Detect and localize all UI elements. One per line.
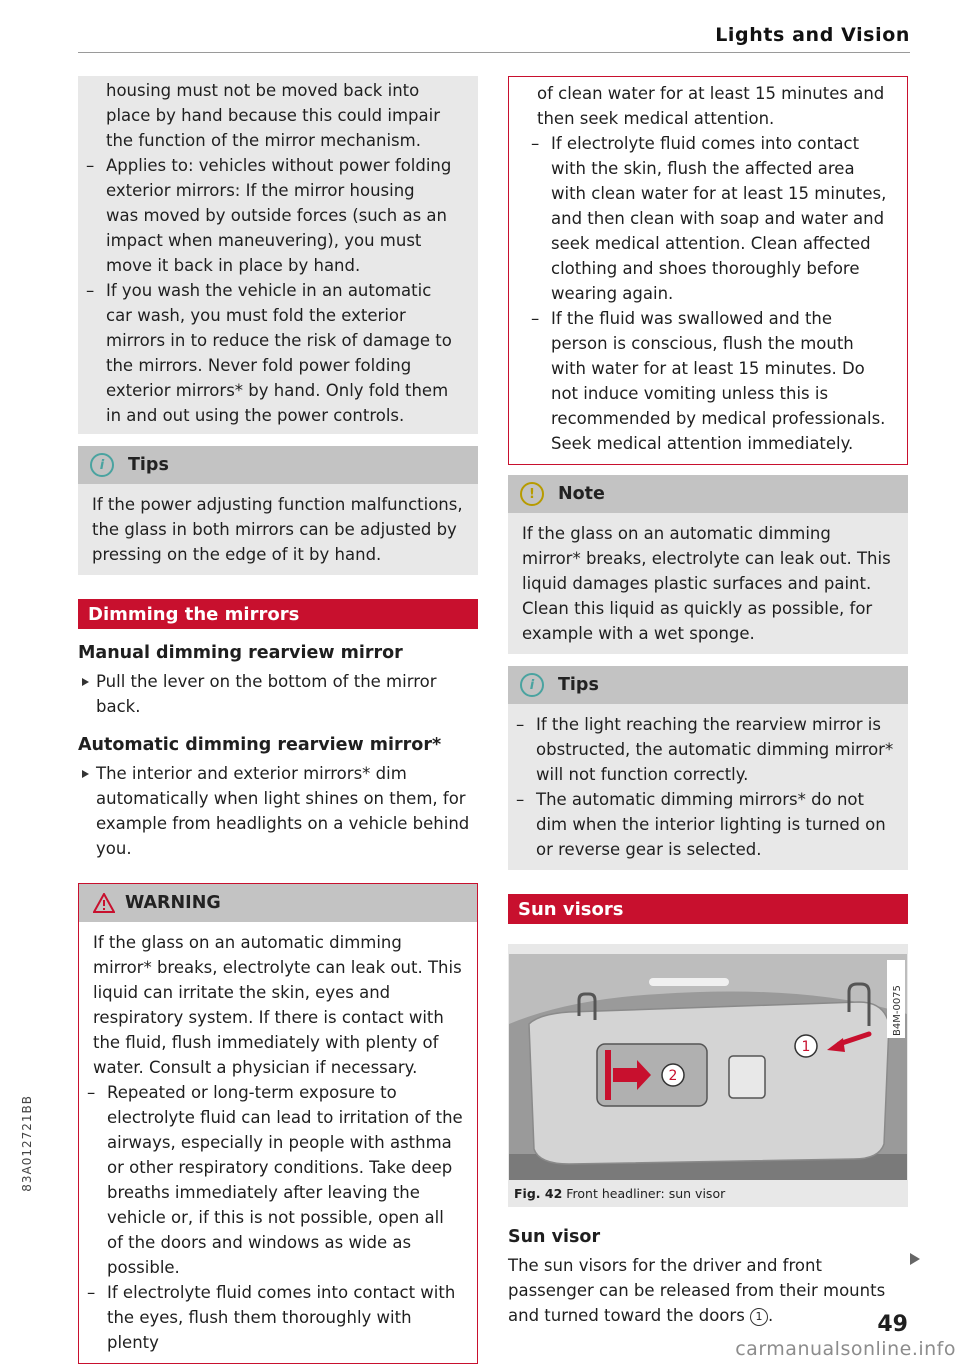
warning-body [79, 922, 477, 1363]
warning-list [106, 153, 452, 428]
watermark: carmanualsonline.info [735, 1338, 956, 1360]
list-item: – If electrolyte fluid comes into contact with the eyes, flush them thoroughly with plenty [79, 1280, 463, 1355]
tips-text: If the power adjusting function malfunctions, the glass in both mirrors can be adjusted by pressing on the edge of it by hand. [92, 495, 463, 564]
callout-1: 1 [801, 1039, 811, 1055]
warning-header [79, 884, 477, 922]
warning-continuation-box [78, 76, 478, 434]
callout-2: 2 [668, 1068, 678, 1084]
chapter-title: Lights and Vision [715, 24, 910, 46]
section-title-dimming: Dimming the mirrors [78, 599, 478, 629]
list-item: – Repeated or long-term exposure to electrolyte fluid can lead to irritation of the airways, especially in people with asthma or other respiratory conditions. Take deep breaths immediately after leaving the vehicle or, if this is not possible, open all of the doors and windows as wide as possible. [79, 1080, 463, 1280]
warning-triangle-icon [93, 893, 115, 913]
section-title-sun-visors: Sun visors [508, 894, 908, 924]
figure-caption-text: Front headliner: sun visor [566, 1186, 726, 1201]
list-item: – If the light reaching the rearview mirror is obstructed, the automatic dimming mirror* will not function correctly. [508, 712, 894, 787]
warning-text: If the glass on an automatic dimming mirror* breaks, electrolyte can leak out. This liquid can irritate the skin, eyes and respiratory system. If there is contact with the fluid, flush immediately with plenty of water. Consult a physician if necessary. [93, 933, 462, 1077]
auto-dimming-step: The interior and exterior mirrors* dim automatically when light shines on them, for example from headlights on a vehicle behind you. [78, 761, 478, 861]
warning-list [523, 131, 893, 456]
tips-label: Tips [558, 675, 599, 695]
tips-box [508, 666, 908, 870]
tips-list [508, 712, 894, 862]
tips-header [508, 666, 908, 704]
info-icon: i [520, 673, 544, 697]
list-item: – If electrolyte fluid comes into contact with the skin, flush the affected area with clean water for at least 15 minutes, and then clean with soap and water and seek medical attention. Clean affected clothing and shoes thoroughly before wearing again. [523, 131, 893, 306]
list-item: – The automatic dimming mirrors* do not dim when the interior lighting is turned on or reverse gear is selected. [508, 787, 894, 862]
auto-dimming-heading: Automatic dimming rearview mirror* [78, 735, 442, 755]
manual-dimming-step: Pull the lever on the bottom of the mirror back. [78, 669, 478, 719]
warning-continuation-box [508, 76, 908, 465]
document-code: 83A012721BB [20, 1095, 34, 1192]
note-text: If the glass on an automatic dimming mirror* breaks, electrolyte can leak out. This liquid damages plastic surfaces and paint. Clean this liquid as quickly as possible, for example with a wet sponge. [522, 524, 891, 643]
page-header [78, 22, 910, 53]
note-body [508, 513, 908, 654]
continuation-text: housing must not be moved back into place by hand because this could impair the function of the mirror mechanism. [106, 81, 441, 150]
tips-body [78, 484, 478, 575]
sun-visor-heading: Sun visor [508, 1227, 601, 1247]
tips-header [78, 446, 478, 484]
manual-dimming-heading: Manual dimming rearview mirror [78, 643, 403, 663]
list-item: – If you wash the vehicle in an automatic car wash, you must fold the exterior mirrors in to reduce the risk of damage to the mirrors. Never fold power folding exterior mirrors* by hand. Only fold them in and out using the power controls. [106, 278, 452, 428]
note-label: Note [558, 484, 605, 504]
exclamation-icon: ! [520, 482, 544, 506]
page-number: 49 [877, 1312, 908, 1337]
list-item: – If the fluid was swallowed and the person is conscious, flush the mouth with water for at least 15 minutes. Do not induce vomiting unless this is recommended by medical professionals. Seek medical attention immediately. [523, 306, 893, 456]
sun-visor-text-body: The sun visors for the driver and front passenger can be released from their mounts and turned toward the doors [508, 1256, 886, 1325]
left-column [78, 76, 478, 1364]
list-item: – Applies to: vehicles without power folding exterior mirrors: If the mirror housing was moved by outside forces (such as an impact when maneuvering), you must move it back in place by hand. [106, 153, 452, 278]
right-column [508, 76, 908, 1328]
tips-box [78, 446, 478, 575]
continue-arrow-icon [910, 1253, 920, 1265]
warning-box [78, 883, 478, 1364]
figure-label: Fig. 42 [514, 1186, 563, 1201]
note-header [508, 475, 908, 513]
continuation-text: of clean water for at least 15 minutes and then seek medical attention. [537, 84, 885, 128]
tips-body [508, 704, 908, 870]
tips-label: Tips [128, 455, 169, 475]
note-box [508, 475, 908, 654]
sun-visor-text: The sun visors for the driver and front passenger can be released from their mounts and turned toward the doors 1 . [508, 1256, 886, 1325]
warning-list [79, 1080, 463, 1355]
warning-body [509, 77, 907, 464]
figure-sun-visor [508, 944, 908, 1207]
info-icon: i [90, 453, 114, 477]
ref-callout-1: 1 [750, 1308, 768, 1326]
figure-code: B4M-0075 [892, 985, 903, 1036]
sun-visor-illustration [509, 954, 907, 1180]
figure-caption [508, 1180, 908, 1201]
warning-label: WARNING [125, 893, 221, 913]
